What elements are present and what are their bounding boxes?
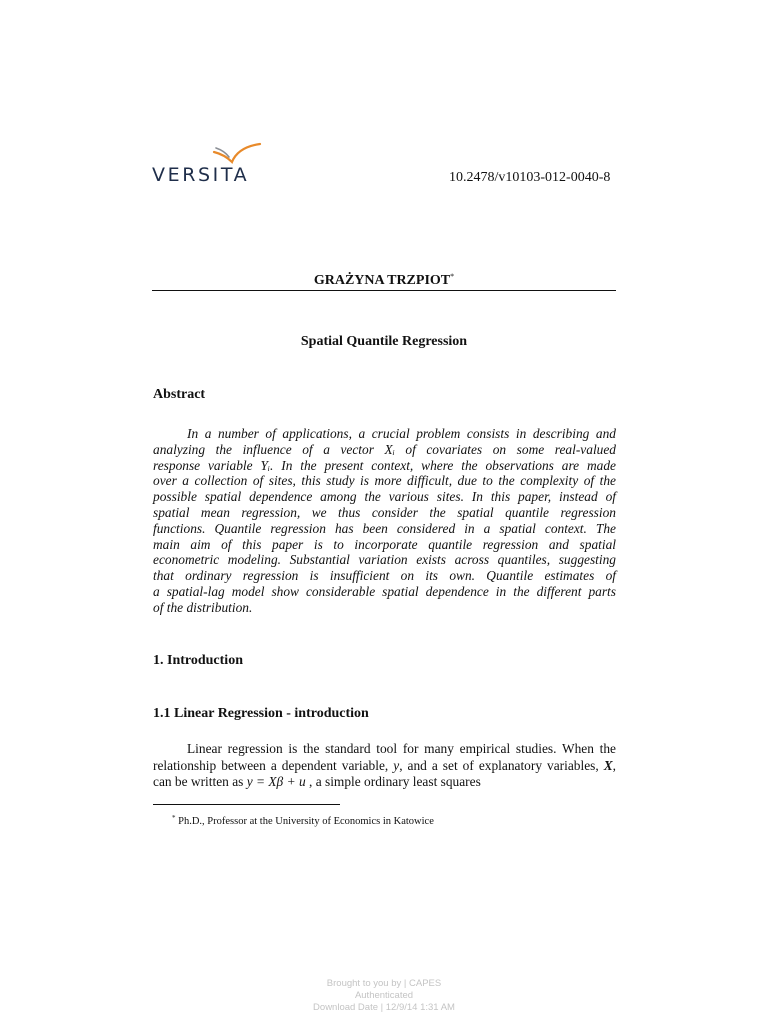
section-heading-introduction: 1. Introduction [153,653,243,668]
abstract-line: over a collection of sites, this study is more difficult, due to the complexity of the [153,473,616,489]
author-name-text: GRAŻYNA TRZPIOT [313,273,451,288]
logo-text: VERSITA [152,164,250,186]
abstract-line: main aim of this paper is to incorporate quantile regression and spatial [153,536,616,552]
para-text: , can be written as [153,757,616,789]
abstract-body [153,426,616,616]
abstract-line: possible spatial dependence among the various sites. In this paper, instead of [153,489,616,505]
author-name [0,272,768,289]
para-text: Linear regression is the standard tool for many empirical studies. When the relationship between a dependent variable, [153,741,616,773]
var-X: X [603,757,613,773]
abstract-line: of the distribution. [153,599,253,615]
paper-title: Spatial Quantile Regression [300,334,468,349]
footnote-divider [153,804,340,805]
watermark-line: Authenticated [354,990,414,1001]
download-watermark [0,978,768,1014]
subsection-heading-linear-regression: 1.1 Linear Regression - introduction [153,706,369,721]
para-text: , a simple ordinary least squares [305,774,481,789]
abstract-line: econometric modeling. Substantial variation exists across quantiles, suggesting [153,552,616,568]
abstract-line: that ordinary regression is insufficient on its own. Quantile estimates of [153,568,616,584]
abstract-line: a spatial-lag model show considerable spatial dependence in the different parts [153,583,616,599]
abstract-heading: Abstract [153,387,206,402]
bird-swoosh-icon [212,142,262,166]
para-text: , and a set of explanatory variables, [399,757,604,773]
abstract-line: functions. Quantile regression has been considered in a spatial context. The [153,520,616,536]
var-y: y [393,757,400,773]
abstract-line: In a number of applications, a crucial problem consists in describing and [187,426,616,441]
abstract-line: response variable Yᵢ. In the present context, where the observations are made [153,457,616,473]
watermark-line: Brought to you by | CAPES [326,978,442,989]
introduction-paragraph [153,741,616,791]
abstract-line: analyzing the influence of a vector Xᵢ of covariates on some real-valued [153,441,616,457]
watermark-line: Download Date | 12/9/14 1:31 AM [313,1002,455,1013]
footnote-text: Ph.D., Professor at the University of Economics in Katowice [178,816,434,827]
footnote-mark: * [172,814,176,822]
versita-logo [152,142,262,188]
footnote [172,814,434,827]
abstract-line: spatial mean regression, we thus consider the spatial quantile regression [153,504,616,520]
doi-identifier: 10.2478/v10103-012-0040-8 [449,170,611,185]
author-divider [152,290,616,291]
regression-equation: y = Xβ + u [246,774,306,789]
author-footnote-mark: * [450,272,455,281]
